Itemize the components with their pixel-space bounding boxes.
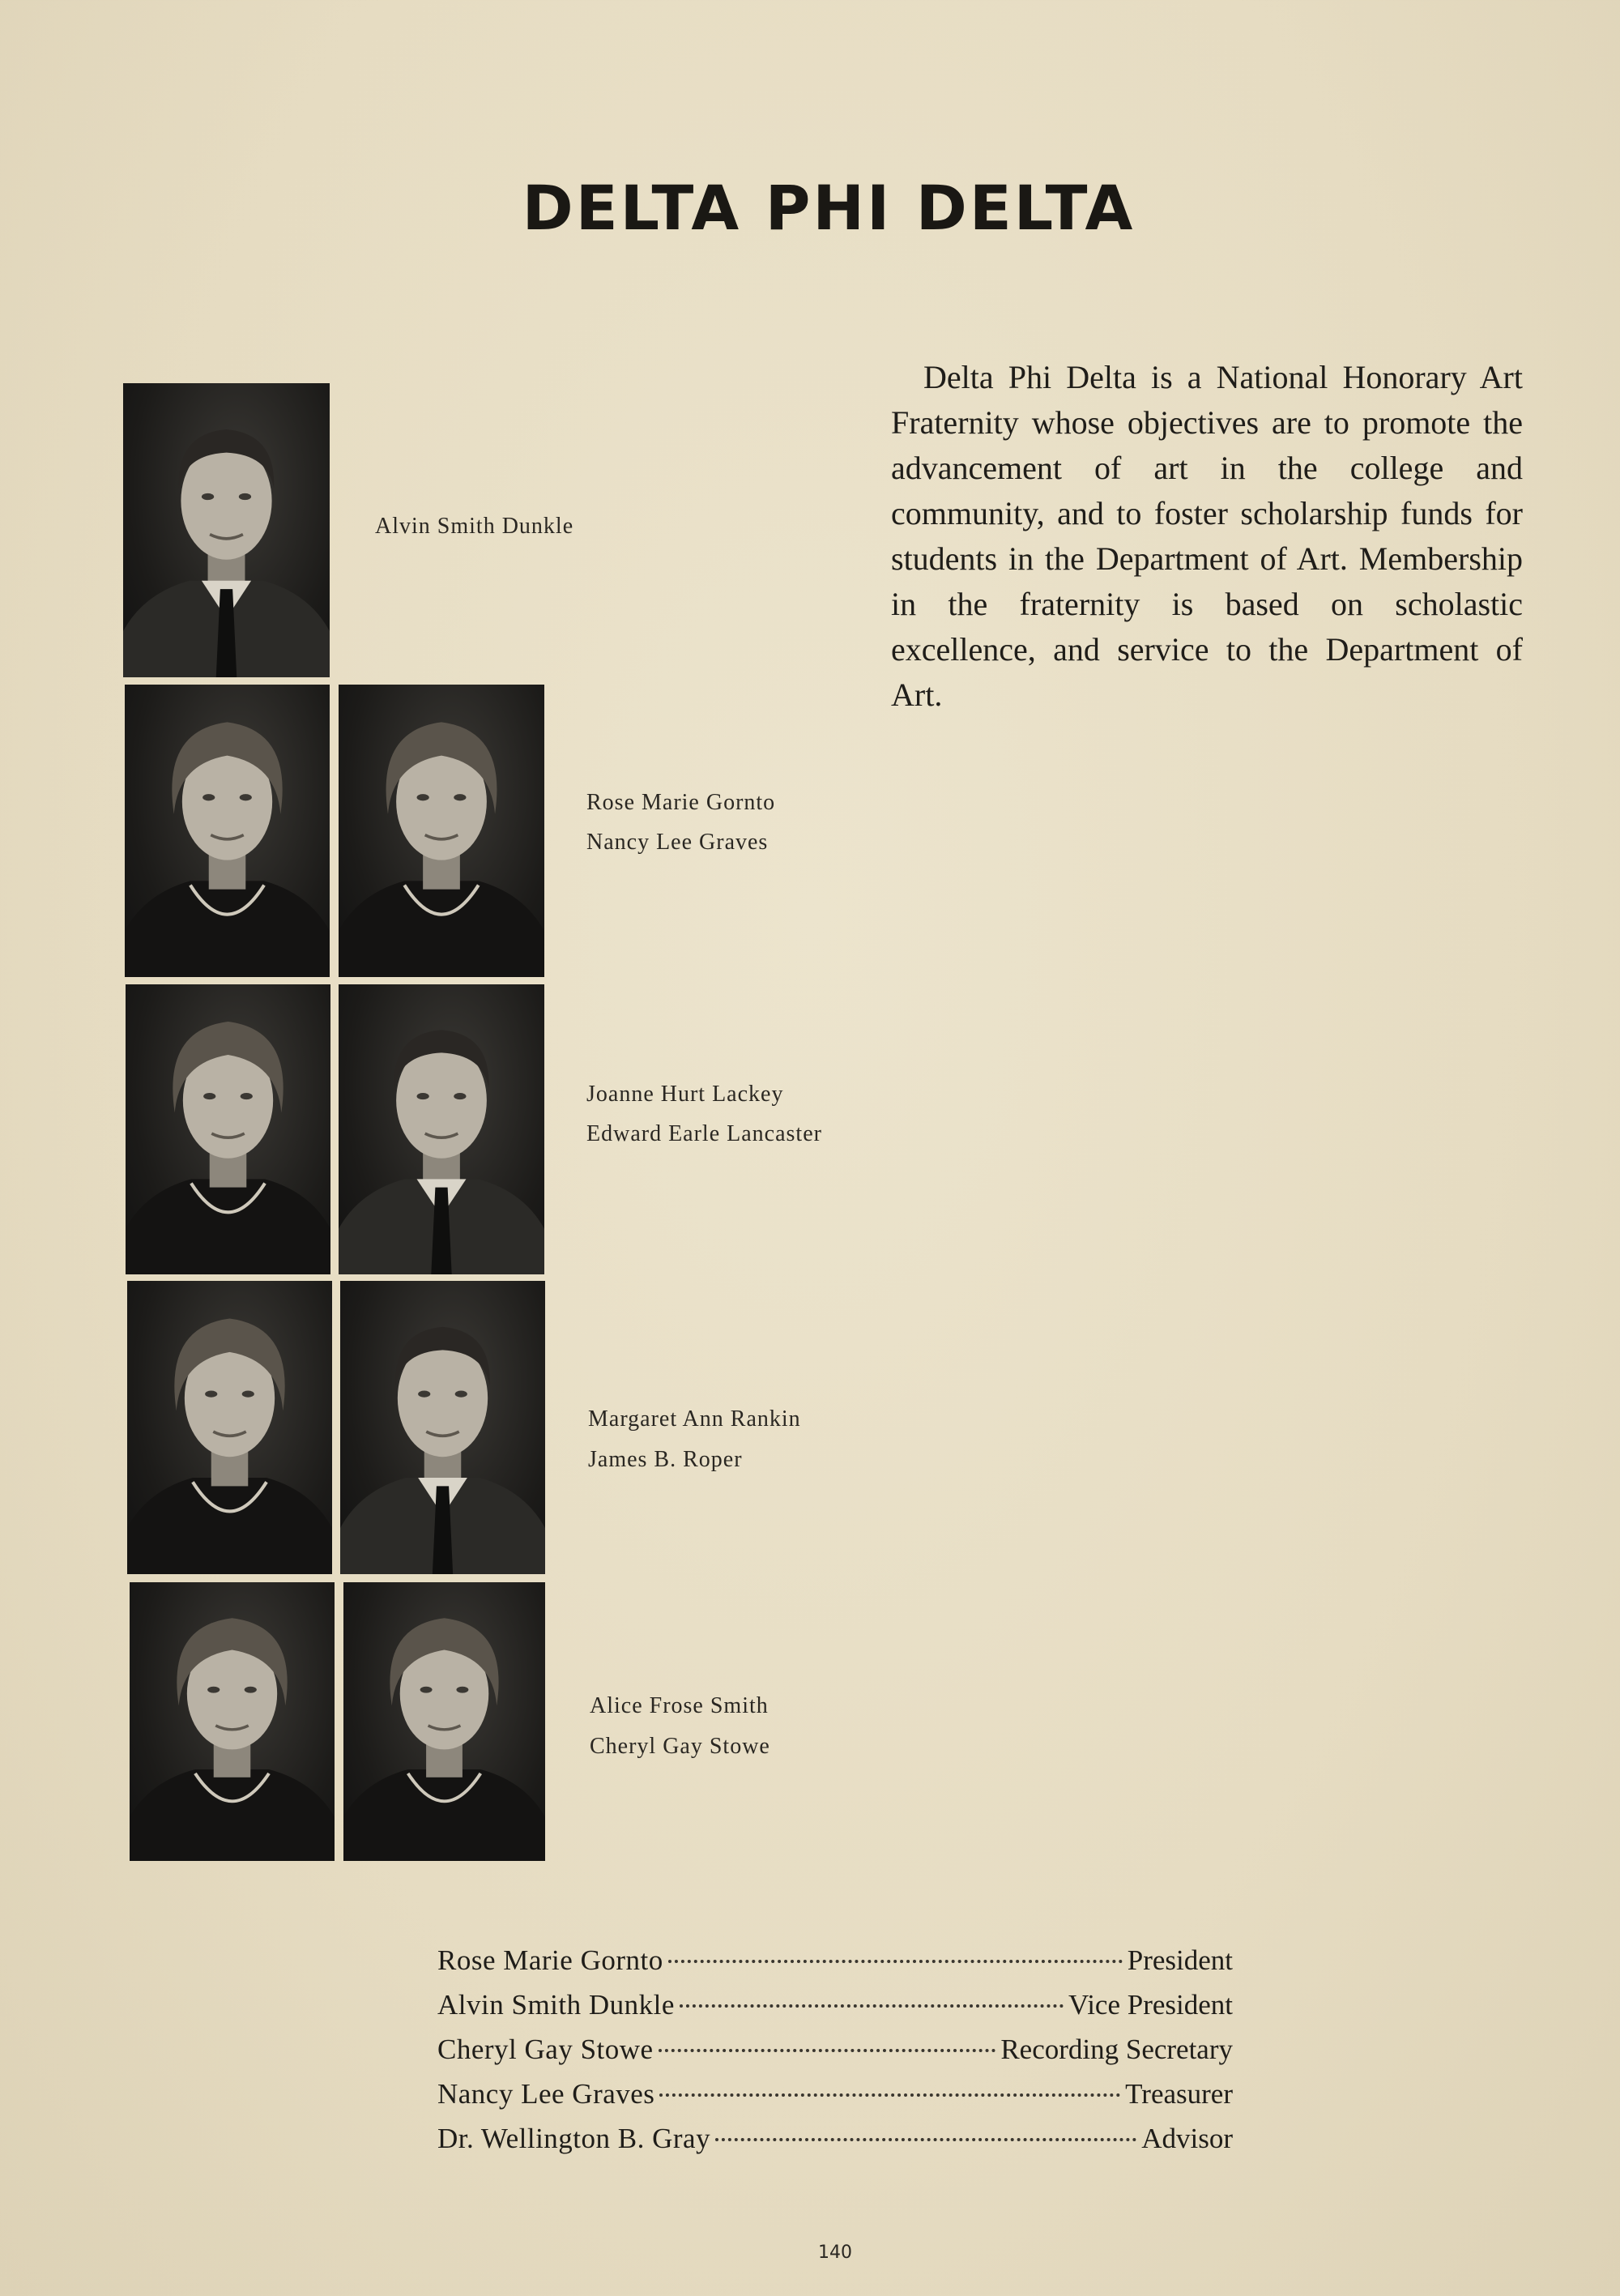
officer-title: Treasurer xyxy=(1125,2078,1233,2110)
officer-name: Dr. Wellington B. Gray xyxy=(437,2123,711,2154)
member-name: Margaret Ann Rankin xyxy=(588,1406,801,1432)
officer-name: Cheryl Gay Stowe xyxy=(437,2034,654,2065)
member-name: Alice Frose Smith xyxy=(590,1693,769,1718)
portrait-photo xyxy=(343,1582,545,1861)
portrait-photo xyxy=(126,984,330,1274)
member-name: James B. Roper xyxy=(588,1447,743,1472)
officer-row xyxy=(437,2078,1233,2123)
officer-name: Alvin Smith Dunkle xyxy=(437,1989,675,2021)
leader-dots xyxy=(668,1960,1123,1963)
portrait-photo xyxy=(123,383,330,677)
portrait-silhouette xyxy=(127,1281,332,1574)
officer-title: Advisor xyxy=(1141,2123,1233,2154)
member-name: Alvin Smith Dunkle xyxy=(375,514,574,539)
portrait-photo xyxy=(339,984,544,1274)
portrait-photo xyxy=(130,1582,335,1861)
page-title: DELTA PHI DELTA xyxy=(522,172,1136,244)
leader-dots xyxy=(715,2138,1136,2141)
leader-dots xyxy=(659,2093,1120,2097)
officer-row xyxy=(437,1989,1233,2034)
portrait-silhouette xyxy=(340,1281,545,1574)
portrait-photo xyxy=(125,685,330,977)
member-name: Edward Earle Lancaster xyxy=(586,1121,822,1146)
officer-row xyxy=(437,1944,1233,1989)
portrait-photo xyxy=(339,685,544,977)
portrait-photo xyxy=(127,1281,332,1574)
officer-title: Recording Secretary xyxy=(1000,2034,1233,2065)
leader-dots xyxy=(680,2004,1064,2008)
portrait-silhouette xyxy=(130,1582,335,1861)
intro-paragraph: Delta Phi Delta is a National Honorary Art Fraternity whose objectives are to promote the advancement of art in the college and community, and to foster scholarship funds for students in the Department of Art. Membership in the fraternity is based on scholastic excellence, and service to the Department of Art. xyxy=(891,359,1523,713)
member-name: Joanne Hurt Lackey xyxy=(586,1082,784,1107)
portrait-silhouette xyxy=(126,984,330,1274)
portrait-silhouette xyxy=(125,685,330,977)
officers-list xyxy=(437,1944,1233,2167)
portrait-photo xyxy=(340,1281,545,1574)
officer-title: Vice President xyxy=(1068,1989,1233,2021)
portrait-silhouette xyxy=(343,1582,545,1861)
portrait-silhouette xyxy=(123,383,330,677)
member-name: Nancy Lee Graves xyxy=(586,830,769,855)
officer-name: Nancy Lee Graves xyxy=(437,2078,655,2110)
portrait-silhouette xyxy=(339,984,544,1274)
leader-dots xyxy=(659,2049,996,2052)
officer-row xyxy=(437,2034,1233,2078)
member-name: Cheryl Gay Stowe xyxy=(590,1734,770,1759)
member-name: Rose Marie Gornto xyxy=(586,790,776,815)
officer-title: President xyxy=(1127,1944,1233,1976)
portrait-silhouette xyxy=(339,685,544,977)
page-number: 140 xyxy=(818,2243,852,2263)
officer-row xyxy=(437,2123,1233,2167)
officer-name: Rose Marie Gornto xyxy=(437,1944,663,1976)
